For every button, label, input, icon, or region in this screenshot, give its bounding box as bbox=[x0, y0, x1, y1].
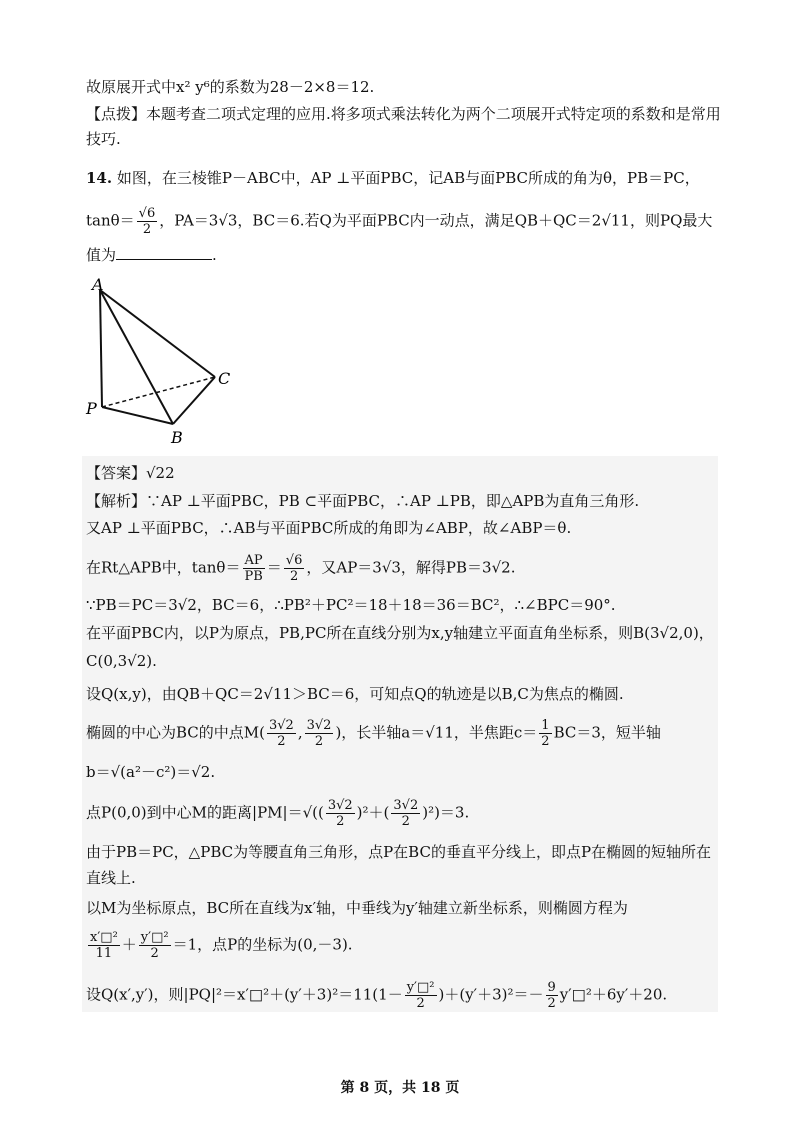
vertex-label-p: P bbox=[86, 399, 97, 418]
tip-line-2: 技巧. bbox=[86, 130, 121, 148]
vertex-label-b: B bbox=[171, 428, 183, 447]
fraction bbox=[267, 718, 296, 749]
frac-denominator: 2 bbox=[541, 734, 550, 749]
text-segment: 设Q(x′,y′)，则|PQ|²＝x′□²＋(y′＋3)²＝11(1－ bbox=[86, 985, 403, 1004]
frac-numerator: 1 bbox=[541, 718, 550, 733]
answer-line: 【答案】√22 bbox=[86, 464, 175, 482]
text-segment: 点P(0,0)到中心M的距离|PM|＝√(( bbox=[86, 803, 324, 822]
problem-14-line-1 bbox=[86, 167, 700, 189]
solution-line-11: 由于PB＝PC，△PBC为等腰直角三角形，点P在BC的垂直平分线上，即点P在椭圆的短轴所在 bbox=[86, 843, 712, 861]
text-segment: y′□²＋6y′＋20. bbox=[559, 985, 668, 1004]
frac-numerator: x′□² bbox=[90, 930, 118, 945]
text-segment: ＝1，点P的坐标为(0,－3). bbox=[172, 935, 353, 954]
text-segment: BC＝3，短半轴 bbox=[553, 723, 661, 742]
answer-blank bbox=[116, 245, 212, 260]
text-segment: )＋(y′＋3)²＝－ bbox=[438, 985, 544, 1004]
problem-14-line-2 bbox=[86, 206, 712, 237]
frac-denominator: 2 bbox=[142, 222, 152, 237]
text-segment: )，长半轴a＝√11，半焦距c＝ bbox=[335, 723, 538, 742]
problem-text-1: 如图，在三棱锥P－ABC中，AP ⊥平面PBC，记AB与面PBC所成的角为θ，PB＝PC， bbox=[116, 169, 700, 187]
text-segment: 在Rt△APB中，tanθ＝ bbox=[86, 558, 241, 577]
frac-denominator: 2 bbox=[401, 814, 410, 829]
frac-denominator: 2 bbox=[277, 734, 286, 749]
fraction bbox=[242, 553, 264, 584]
frac-numerator: y′□² bbox=[140, 930, 169, 945]
frac-numerator: √6 bbox=[285, 553, 303, 568]
solution-line-14 bbox=[86, 930, 353, 961]
text-segment: ，又AP＝3√3，解得PB＝3√2. bbox=[306, 558, 516, 577]
tan-theta-label: tanθ＝ bbox=[86, 211, 135, 230]
fraction bbox=[326, 798, 355, 829]
text-segment: )²)＝3. bbox=[422, 803, 470, 822]
fraction bbox=[88, 930, 120, 961]
frac-numerator: 3√2 bbox=[393, 798, 419, 813]
frac-denominator: 2 bbox=[314, 734, 324, 749]
solution-line-5: 在平面PBC内，以P为原点，PB,PC所在直线分别为x,y轴建立平面直角坐标系，则B(3√2,0)， bbox=[86, 624, 714, 642]
problem-text-2: ，PA＝3√3，BC＝6.若Q为平面PBC内一动点，满足QB＋QC＝2√11，则PQ最大 bbox=[159, 211, 713, 230]
fraction bbox=[405, 980, 437, 1011]
text-segment: )²＋( bbox=[356, 803, 390, 822]
tetrahedron-figure bbox=[80, 272, 250, 452]
frac-numerator: 9 bbox=[547, 980, 556, 995]
text-segment: ＋ bbox=[121, 935, 137, 954]
vertex-label-c: C bbox=[218, 369, 231, 388]
problem-number: 14. bbox=[86, 169, 113, 187]
frac-numerator: 3√2 bbox=[327, 798, 353, 813]
frac-numerator: y′□² bbox=[406, 980, 435, 995]
fraction bbox=[539, 718, 551, 749]
solution-line-2: 又AP ⊥平面PBC，∴AB与平面PBC所成的角即为∠ABP，故∠ABP＝θ. bbox=[86, 519, 572, 537]
solution-line-7: 设Q(x,y)，由QB＋QC＝2√11＞BC＝6，可知点Q的轨迹是以B,C为焦点的椭圆. bbox=[86, 685, 624, 703]
problem-14-line-3: 值为 . bbox=[86, 246, 217, 264]
solution-line-12: 直线上. bbox=[86, 869, 136, 887]
fraction bbox=[284, 553, 305, 584]
solution-line-15 bbox=[86, 980, 667, 1011]
text-segment: ＝ bbox=[266, 558, 282, 577]
fraction bbox=[546, 980, 558, 1011]
frac-denominator: 2 bbox=[416, 996, 425, 1011]
solution-line-4: ∵PB＝PC＝3√2，BC＝6，∴PB²＋PC²＝18＋18＝36＝BC²，∴∠BPC＝90°. bbox=[86, 596, 616, 614]
solution-line-9: b＝√(a²－c²)＝√2. bbox=[86, 763, 216, 781]
frac-numerator: 3√2 bbox=[269, 718, 294, 733]
solution-line-6: C(0,3√2). bbox=[86, 652, 157, 670]
solution-line-10 bbox=[86, 798, 469, 829]
frac-denominator: 2 bbox=[336, 814, 345, 829]
solution-line-8 bbox=[86, 718, 661, 749]
frac-denominator: 2 bbox=[289, 569, 299, 584]
page-footer: 第 8 页，共 18 页 bbox=[340, 1080, 460, 1096]
text-segment: 椭圆的中心为BC的中点M( bbox=[86, 723, 265, 742]
vertex-label-a: A bbox=[92, 275, 104, 294]
fraction bbox=[391, 798, 420, 829]
tan-theta-fraction bbox=[137, 206, 158, 237]
frac-denominator: 11 bbox=[95, 946, 113, 961]
tip-line-1: 【点拨】本题考查二项式定理的应用.将多项式乘法转化为两个二项展开式特定项的系数和是常用 bbox=[86, 105, 721, 123]
frac-numerator: AP bbox=[244, 553, 263, 568]
problem-text-3: 值为 bbox=[86, 246, 117, 264]
frac-numerator: 3√2 bbox=[306, 718, 332, 733]
prev-result-line: 故原展开式中x² y⁶的系数为28－2×8＝12. bbox=[86, 78, 375, 96]
text-segment: , bbox=[297, 723, 303, 742]
solution-line-13: 以M为坐标原点，BC所在直线为x′轴，中垂线为y′轴建立新坐标系，则椭圆方程为 bbox=[86, 899, 628, 917]
solution-line-3 bbox=[86, 553, 515, 584]
frac-numerator: √6 bbox=[138, 206, 156, 221]
frac-denominator: 2 bbox=[150, 946, 159, 961]
frac-denominator: 2 bbox=[547, 996, 556, 1011]
solution-line-1: 【解析】∵AP ⊥平面PBC，PB ⊂平面PBC，∴AP ⊥PB，即△APB为直角三角形. bbox=[86, 492, 640, 510]
fraction bbox=[139, 930, 171, 961]
fraction bbox=[305, 718, 334, 749]
frac-denominator: PB bbox=[244, 569, 263, 584]
